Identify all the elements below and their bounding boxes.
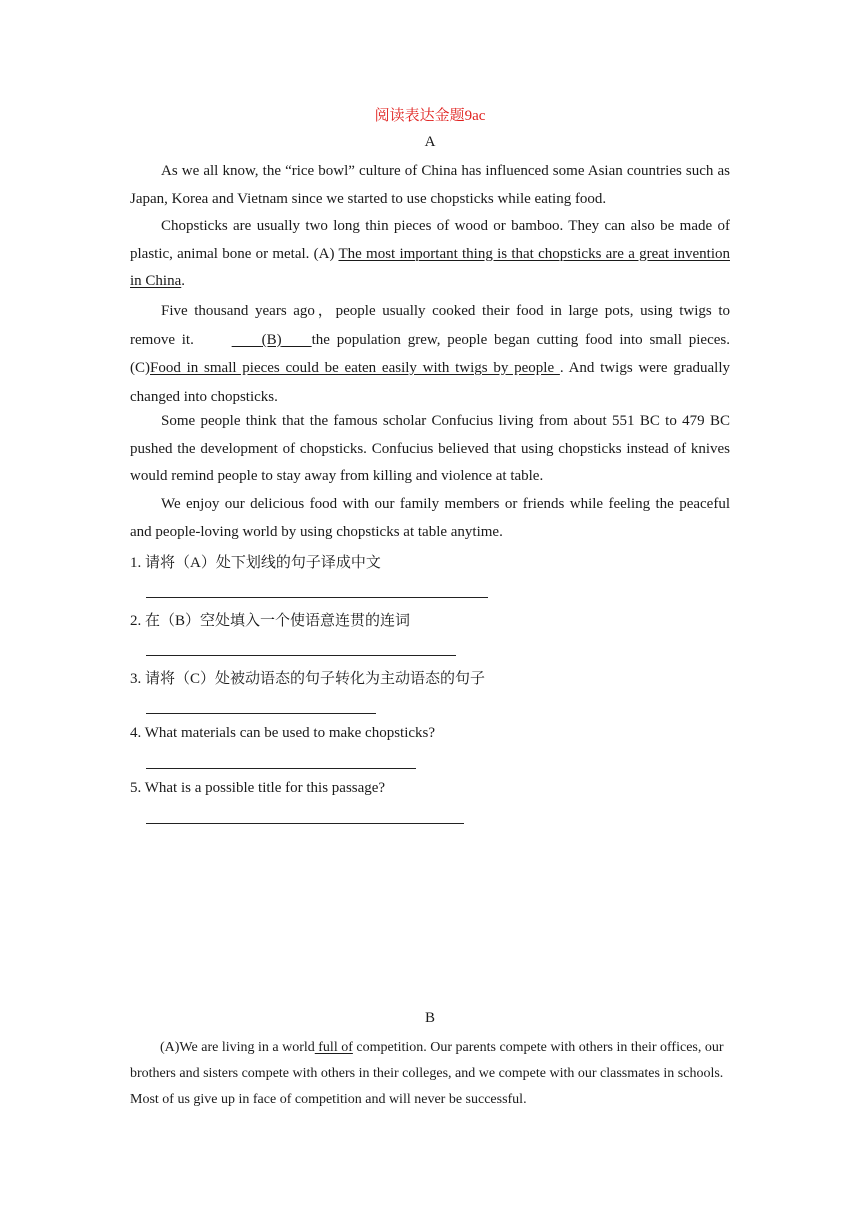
answer-line-5 [146, 823, 464, 824]
question-4: 4. What materials can be used to make chopsticks? [130, 725, 436, 741]
answer-line-2 [146, 655, 456, 656]
answer-line-1 [146, 597, 488, 598]
question-5: 5. What is a possible title for this passage? [130, 780, 386, 796]
paragraph-text: Some people think that the famous scholar Confucius living from about 551 BC to 479 BC pushed the development of chopsticks. Confucius believed that using chopsticks instead of knives would remind people to stay away from killing and violence at table. [130, 413, 730, 484]
section-b-heading: B [424, 1010, 435, 1026]
paragraph-text: (A)We are living in a world [160, 1040, 315, 1055]
paragraph-text: As we all know, the “rice bowl” culture of China has influenced some Asian countries such as Japan, Korea and Vietnam since we started to use chopsticks while eating food. [130, 163, 730, 207]
paragraph-text: Chopsticks are usually two long thin pieces of wood or bamboo. They can also be made of plastic, animal bone or metal. (A) [130, 218, 730, 262]
underlined-sentence-c: Food in small pieces could be eaten easily with twigs by people [150, 360, 560, 376]
paragraph-text: . And twigs were gradually changed into chopsticks. [130, 360, 730, 405]
paragraph-text: . [181, 273, 185, 289]
paragraph-text: the population grew, people began cutting food into small pieces. (C) [130, 331, 730, 376]
paragraph-text: We enjoy our delicious food with our family members or friends while feeling the peaceful and people-loving world by using chopsticks at table anytime. [130, 496, 730, 540]
underlined-sentence-a: The most important thing is that chopsticks are a great invention in China [130, 245, 730, 289]
paragraph-text: competition. Our parents compete with others in their offices, our brothers and sisters compete with others in their colleges, and we compete with our classmates in schools. Most of us give up in face of competition and will never be successful. [130, 1040, 724, 1107]
passage-a-paragraph-1 [130, 158, 730, 213]
answer-line-3 [146, 713, 376, 714]
blank-b [201, 326, 312, 355]
passage-a-paragraph-5 [130, 491, 730, 546]
blank-b-label: (B) [261, 331, 282, 348]
answer-line-4 [146, 768, 416, 769]
question-3: 3. 请将（C）处被动语态的句子转化为主动语态的句子 [130, 671, 486, 687]
passage-a-paragraph-2 [130, 213, 730, 296]
section-a-heading: A [424, 134, 436, 150]
document-title: 阅读表达金题9ac [374, 108, 486, 124]
underlined-phrase-a: full of [314, 1040, 353, 1055]
passage-a-paragraph-4 [130, 408, 730, 491]
passage-b-paragraph-1 [130, 1035, 730, 1113]
passage-a-paragraph-3 [130, 297, 730, 411]
question-1: 1. 请将（A）处下划线的句子译成中文 [130, 555, 381, 571]
question-2: 2. 在（B）空处填入一个使语意连贯的连词 [130, 613, 411, 629]
paragraph-text: Five thousand years ago，people usually cooked their food in large pots, using twigs to remove it. [130, 303, 730, 348]
